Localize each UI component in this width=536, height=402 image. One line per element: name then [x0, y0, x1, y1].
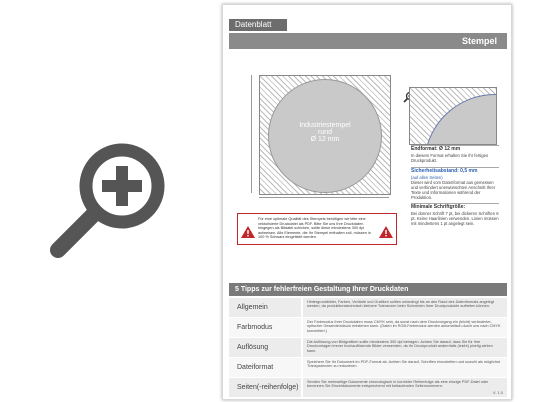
note-title: Minimale Schriftgröße:	[411, 204, 466, 210]
detail-view	[409, 87, 497, 145]
page-title: Stempel	[229, 33, 507, 49]
warning-icon	[379, 226, 393, 238]
tip-row	[229, 298, 507, 318]
stamp-circle	[268, 79, 382, 193]
note-title: Sicherheitsabstand: 0,5 mm	[411, 168, 478, 174]
note-title: Endformat: Ø 12 mm	[411, 146, 461, 152]
tip-text: Der Farbmodus Ihrer Druckdaten muss CMYK sein, da sonst nach dem Druckvorgang ein (leicht) veränderter, optischer Gesamteindruck entstehen kann. (Daten im RGB-Farbmodus werden automatisch durch uns nach CMYK konvertiert.)	[303, 318, 507, 337]
warning-box	[237, 213, 397, 245]
tip-row	[229, 318, 507, 338]
tip-label: Dateiformat	[229, 358, 301, 377]
tip-row	[229, 338, 507, 358]
stamp-line-1: Industriestempel	[299, 122, 351, 129]
warning-icon	[241, 226, 255, 238]
version-label: V. 1.0	[492, 390, 503, 395]
dimension-line-horizontal	[259, 197, 389, 198]
note-text: Dieser wird vom Datenformat aus gemessen und verhindert unerwünschten Anschnitt Ihrer Texte und Informationen während der Produktion.	[411, 180, 496, 200]
datasheet-tag: Datenblatt	[229, 19, 287, 31]
warning-text: Für eine optimale Qualität des Stempels benötigen wir bitte eine vektorisierte Druckdatei als PDF. Bitte Sie uns Ihre Druckdaten hingegen als Bitdatei schicken, sollte diese mindestens 300 dpi aufweisen. Alle Elemente, die Ihr Stempel enthalten soll, müssen in 100 % Schwarz eingefärbt werden.	[258, 217, 371, 240]
tips-table	[229, 298, 507, 398]
note-safety-margin	[411, 169, 501, 200]
tip-text: Senden Sie mehrseitige Dokumente chronologisch in korrekter Reihenfolge als eine einzige PDF-Datei oder benennen Sie Einzeldokumente entsprechend mit fortlaufenden Seitennummern.	[303, 378, 507, 397]
datasheet-page	[222, 4, 512, 400]
zoom-in-icon[interactable]	[44, 136, 174, 266]
tip-text: Speichern Sie Ihr Dokument im PDF-Format ab. Achten Sie darauf, Schriften einzubetten und sowohl als möglichst Transparenzen zu reduzieren.	[303, 358, 507, 377]
note-endformat	[411, 147, 501, 163]
tips-heading: 5 Tipps zur fehlerfreien Gestaltung Ihrer Druckdaten	[229, 283, 507, 296]
tip-label: Auflösung	[229, 338, 301, 357]
tip-label: Allgemein	[229, 298, 301, 317]
tip-row	[229, 378, 507, 398]
note-text: Bei dünner Schrift 7 pt, bei dickeren Schriften 6 pt. Keine Haarlinien verwenden. Linien müssen mit mindestens 1 pt angelegt sein.	[411, 211, 499, 226]
tip-text: Hintergrundbilder, Farben, Verläufe und Grafiken sollten unbedingt bis an den Rand des Datenformats angelegt werden, da produktionstechnisch kleinere Toleranzen beim Schneiden Ihrer Druckprodukte auftreten können.	[303, 298, 507, 317]
tip-label: Farbmodus	[229, 318, 301, 337]
tip-label: Seiten(-reihenfolge)	[229, 378, 301, 397]
tip-row	[229, 358, 507, 378]
note-min-font	[411, 205, 501, 226]
tip-text: Die Auflösung von Bildgrafiken sollte mindestens 300 dpi betragen. Achten Sie darauf, dass Sie für Ihre Druckvorlagen immer hochauflösende Bilder verwenden, da Ihr Druckprodukt andernfalls (leicht) pixelig wirken kann.	[303, 338, 507, 357]
dimension-line-vertical	[251, 75, 252, 193]
stamp-line-3: Ø 12 mm	[310, 136, 340, 143]
stamp-line-2: rund	[317, 129, 332, 136]
stamp-preview	[259, 75, 391, 195]
note-text: In diesem Format erhalten Sie Ihr fertiges Druckprodukt.	[411, 153, 489, 163]
detail-arc	[424, 94, 497, 145]
note-subtitle: (auf allen Seiten)	[411, 175, 443, 180]
